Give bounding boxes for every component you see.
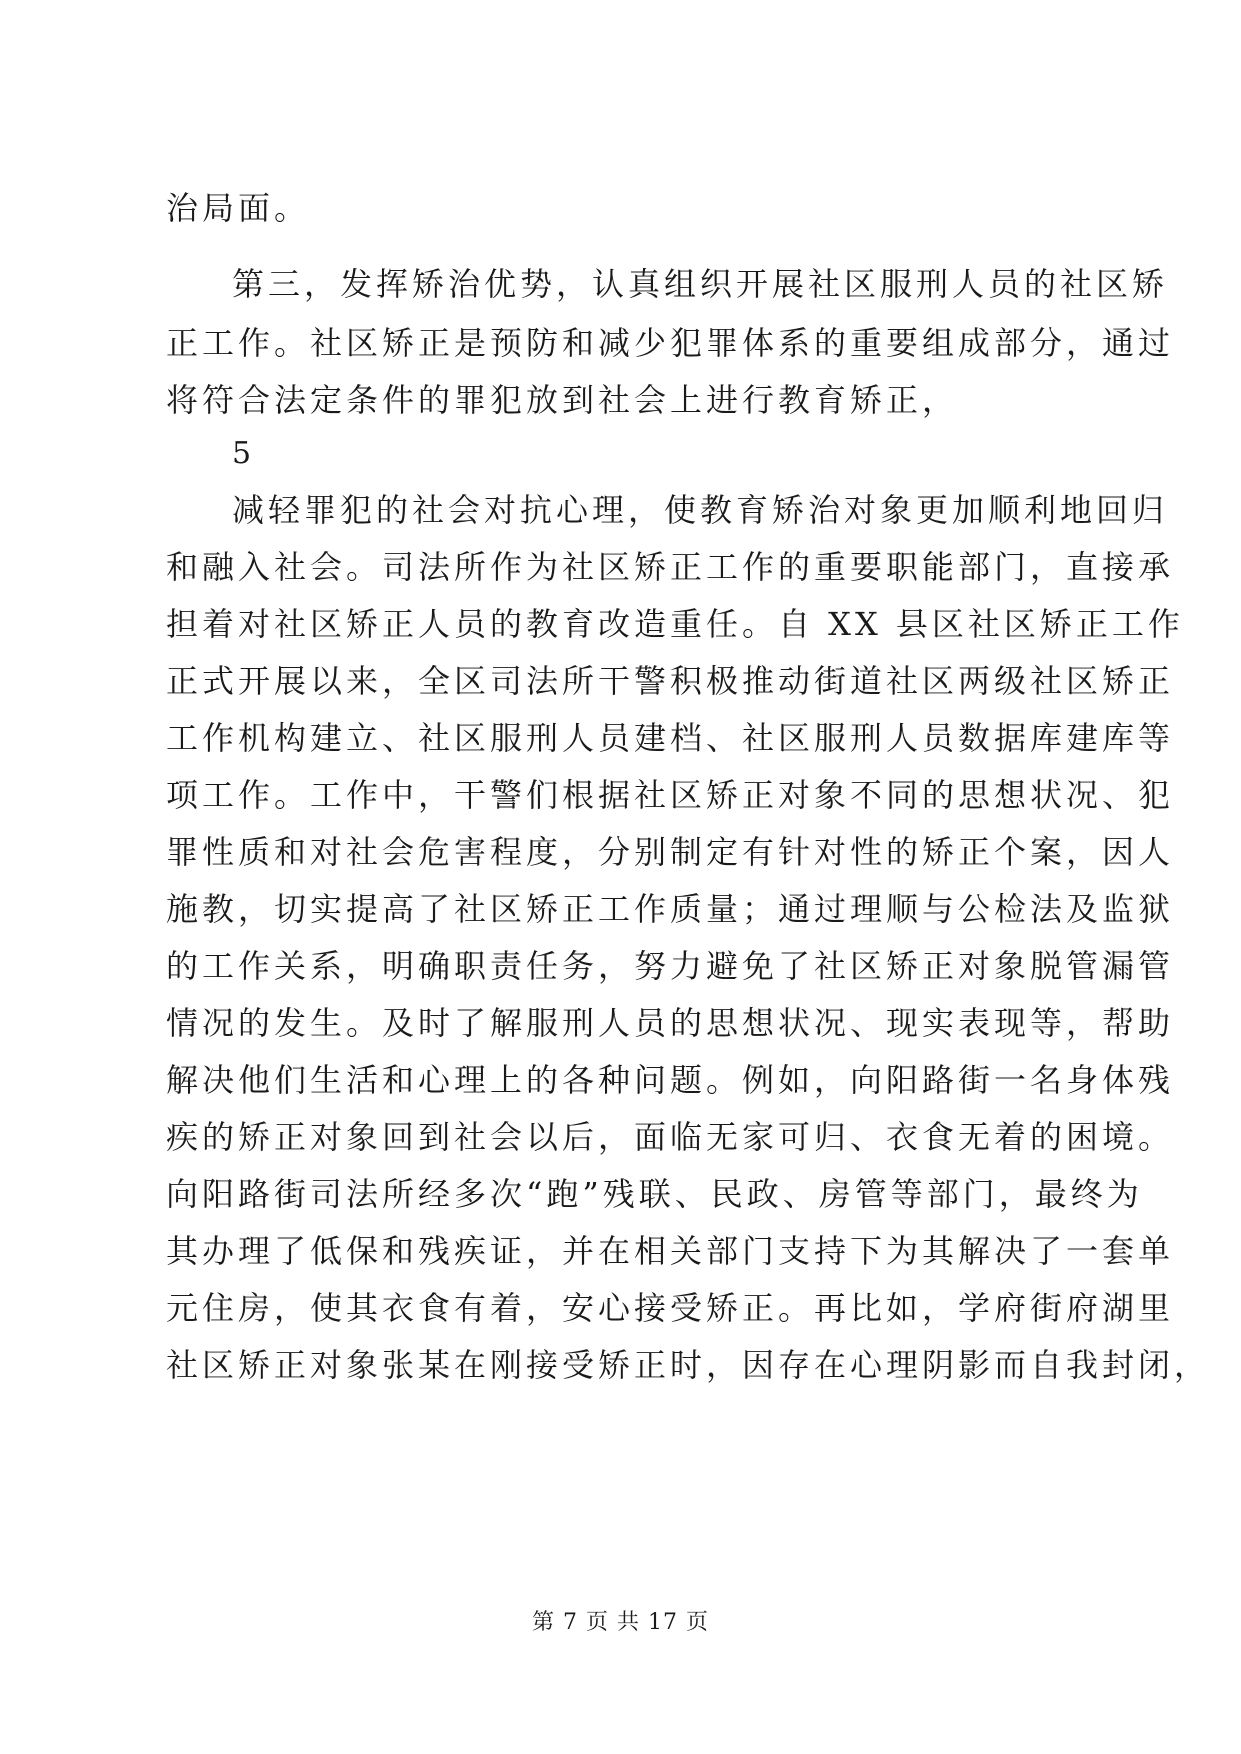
- text-line: 正式开展以来，全区司法所干警积极推动街道社区两级社区矫正: [166, 662, 1175, 700]
- text-line: 将符合法定条件的罪犯放到社会上进行教育矫正，: [166, 381, 959, 419]
- text-line: 减轻罪犯的社会对抗心理，使教育矫治对象更加顺利地回归: [232, 491, 1169, 529]
- text-line: 担着对社区矫正人员的教育改造重任。自 XX 县区社区矫正工作: [166, 605, 1184, 643]
- text-line: 工作机构建立、社区服刑人员建档、社区服刑人员数据库建库等: [166, 719, 1175, 757]
- text-line: 疾的矫正对象回到社会以后，面临无家可归、衣食无着的困境。: [166, 1118, 1175, 1156]
- text-line: 情况的发生。及时了解服刑人员的思想状况、现实表现等，帮助: [166, 1004, 1175, 1042]
- text-line: 正工作。社区矫正是预防和减少犯罪体系的重要组成部分，通过: [166, 324, 1175, 362]
- text-line: 施教，切实提高了社区矫正工作质量；通过理顺与公检法及监狱: [166, 890, 1175, 928]
- page-footer: 第 7 页 共 17 页: [532, 1610, 709, 1635]
- text-line: 元住房，使其衣食有着，安心接受矫正。再比如，学府街府湖里: [166, 1289, 1175, 1327]
- text-line: 其办理了低保和残疾证，并在相关部门支持下为其解决了一套单: [166, 1232, 1175, 1270]
- text-line: 社区矫正对象张某在刚接受矫正时，因存在心理阴影而自我封闭，: [166, 1346, 1211, 1384]
- text-line: 项工作。工作中，干警们根据社区矫正对象不同的思想状况、犯: [166, 776, 1175, 814]
- text-line: 的工作关系，明确职责任务，努力避免了社区矫正对象脱管漏管: [166, 947, 1175, 985]
- text-line: 向阳路街司法所经多次“跑”残联、民政、房管等部门，最终为: [166, 1175, 1143, 1213]
- text-line: 治局面。: [166, 189, 311, 227]
- inline-page-number: 5: [232, 436, 252, 471]
- text-line: 罪性质和对社会危害程度，分别制定有针对性的矫正个案，因人: [166, 833, 1175, 871]
- text-line: 和融入社会。司法所作为社区矫正工作的重要职能部门，直接承: [166, 548, 1175, 586]
- text-line: 解决他们生活和心理上的各种问题。例如，向阳路街一名身体残: [166, 1061, 1175, 1099]
- text-line: 第三，发挥矫治优势，认真组织开展社区服刑人员的社区矫: [232, 265, 1169, 303]
